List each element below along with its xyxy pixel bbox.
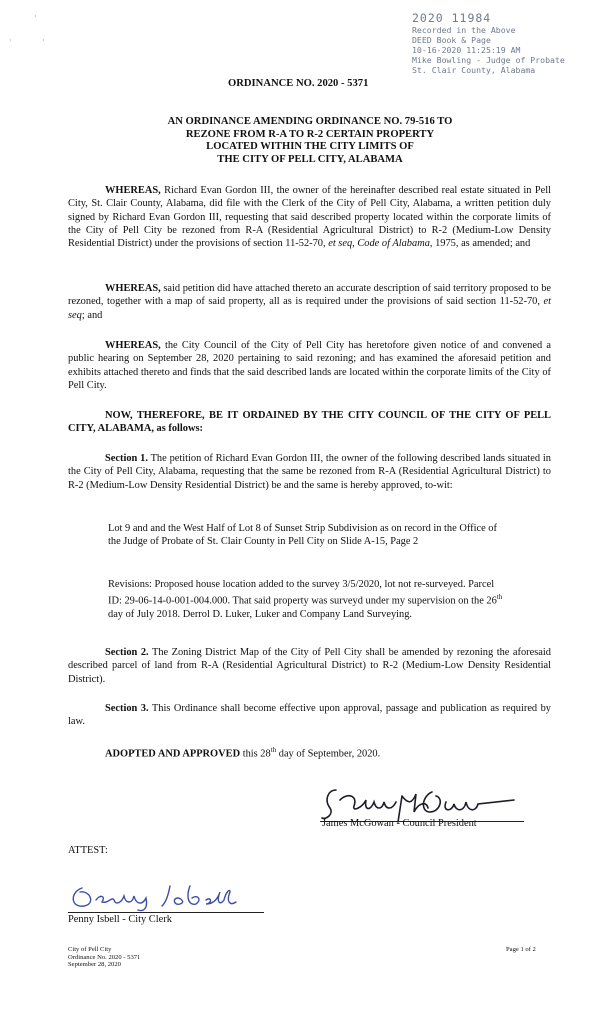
ordained-clause: NOW, THEREFORE, BE IT ORDAINED BY THE CITY COUNCIL OF THE CITY OF PELL CITY, ALABAMA, as follows:	[68, 410, 551, 435]
stamp-line: Recorded in the Above	[412, 25, 516, 35]
footer-line: City of Pell City	[68, 946, 112, 953]
footer-info	[68, 946, 140, 969]
whereas-paragraph-2	[68, 282, 551, 322]
whereas-text: Richard Evan Gordon III, the owner of the hereinafter described real estate situated in Pell City, St. Clair County, Alabama, did file with the Clerk of the City of Pell City, Alabama, a written petition duly signed by Richard Evan Gordon III, requesting that said described property located within the corporate limits of the City of Pell City be rezoned from R-A (Residential Agricultural District) to R-2 (Medium-Low Density Residential District) under the provisions of section 11-52-70,	[68, 185, 551, 250]
adopted-lead: ADOPTED AND APPROVED	[105, 748, 241, 760]
adopted-text: day of September, 2020.	[276, 748, 381, 760]
whereas-text: said petition did have attached thereto an accurate description of said territory proposed to be rezoned, together with a map of said property, all as is required under the provisions of said section 11-52-70,	[68, 283, 551, 308]
ordinance-number: ORDINANCE NO. 2020 - 5371	[228, 78, 369, 89]
president-caption: James McGowan - Council President	[322, 818, 477, 829]
page-number: Page 1 of 2	[506, 946, 536, 953]
legal-description: Lot 9 and and the West Half of Lot 8 of Sunset Strip Subdivision as on record in the Office of the Judge of Probate of St. Clair County in Pell City on Slide A-15, Page 2	[108, 523, 497, 548]
whereas-paragraph-3	[68, 339, 551, 392]
revision-text: Revisions: Proposed house location added to the survey 3/5/2020, lot not re-surveyed. Parcel ID: 29-06-14-0-001-004.000. That said property was surveyd under my supervision on the 26	[108, 579, 497, 607]
whereas-text: 1975, as amended; and	[432, 238, 531, 250]
citation-italic: et seq	[68, 296, 551, 321]
revision-text: day of July 2018. Derrol D. Luker, Luker and Company Land Surveying.	[108, 609, 413, 621]
stamp-number: 2020 11984	[412, 11, 492, 25]
survey-revisions	[108, 578, 510, 622]
whereas-text: the City Council of the City of Pell City has heretofore given notice of and convened a public hearing on September 28, 2020 pertaining to said rezoning; and has examined the aforesaid petition and exhibits attached thereto and finds that the said described lands are located within the corporate limits of the City of Pell City.	[68, 340, 551, 391]
title-line: THE CITY OF PELL CITY, ALABAMA	[217, 153, 403, 165]
stamp-line: St. Clair County, Alabama	[412, 65, 536, 75]
title-line: REZONE FROM R-A TO R-2 CERTAIN PROPERTY	[185, 128, 435, 140]
section-lead: Section 1.	[105, 453, 148, 464]
section-lead: Section 2.	[105, 647, 149, 658]
adopted-line	[68, 744, 551, 761]
section-text: The petition of Richard Evan Gordon III, the owner of the following described lands situated in the City of Pell City, Alabama, requesting that the same be rezoned from R-A (Residential Agricultural District) to R-2 (Medium-Low Density Residential District) be and the same is hereby approved, to-wit:	[68, 453, 551, 491]
scan-speck: ·	[42, 36, 45, 45]
section-2	[68, 646, 551, 686]
section-3	[68, 702, 551, 729]
section-1	[68, 452, 551, 492]
stamp-line: DEED Book & Page	[412, 35, 491, 45]
whereas-text: ,	[352, 238, 358, 250]
section-text: The Zoning District Map of the City of Pell City shall be amended by rezoning the aforesaid described parcel of land from R-A (Residential Agricultural District) to R-2 (Medium-Low Density Residential District).	[68, 647, 551, 685]
ordinance-title	[70, 116, 550, 166]
scan-speck: ·	[34, 12, 37, 21]
whereas-text: ; and	[81, 309, 103, 321]
footer-line: Ordinance No. 2020 - 5371	[68, 953, 141, 961]
ordinal-suffix: th	[270, 746, 277, 754]
citation-italic: et seq	[328, 238, 353, 250]
clerk-caption: Penny Isbell - City Clerk	[68, 914, 172, 925]
whereas-lead: WHEREAS,	[105, 340, 161, 351]
whereas-lead: WHEREAS,	[105, 185, 161, 196]
adopted-text: this 28	[240, 748, 271, 760]
attest-label: ATTEST:	[68, 845, 108, 856]
citation-italic: Code of Alabama,	[357, 238, 433, 250]
section-lead: Section 3.	[105, 703, 149, 714]
title-line: AN ORDINANCE AMENDING ORDINANCE NO. 79-516 TO	[167, 116, 453, 127]
title-line: LOCATED WITHIN THE CITY LIMITS OF	[206, 141, 414, 152]
stamp-line: Mike Bowling - Judge of Probate	[412, 55, 565, 65]
ordinal-suffix: th	[496, 593, 503, 602]
stamp-line: 10-16-2020 11:25:19 AM	[412, 45, 521, 55]
footer-line: September 28, 2020	[68, 961, 121, 969]
clerk-signature	[66, 878, 276, 914]
section-text: This Ordinance shall become effective upon approval, passage and publication as required by law.	[68, 703, 551, 728]
signature-line	[68, 912, 264, 913]
whereas-paragraph-1	[68, 184, 551, 250]
whereas-lead: WHEREAS,	[105, 283, 161, 294]
recording-stamp	[412, 12, 607, 75]
scan-speck: ·	[9, 36, 12, 45]
